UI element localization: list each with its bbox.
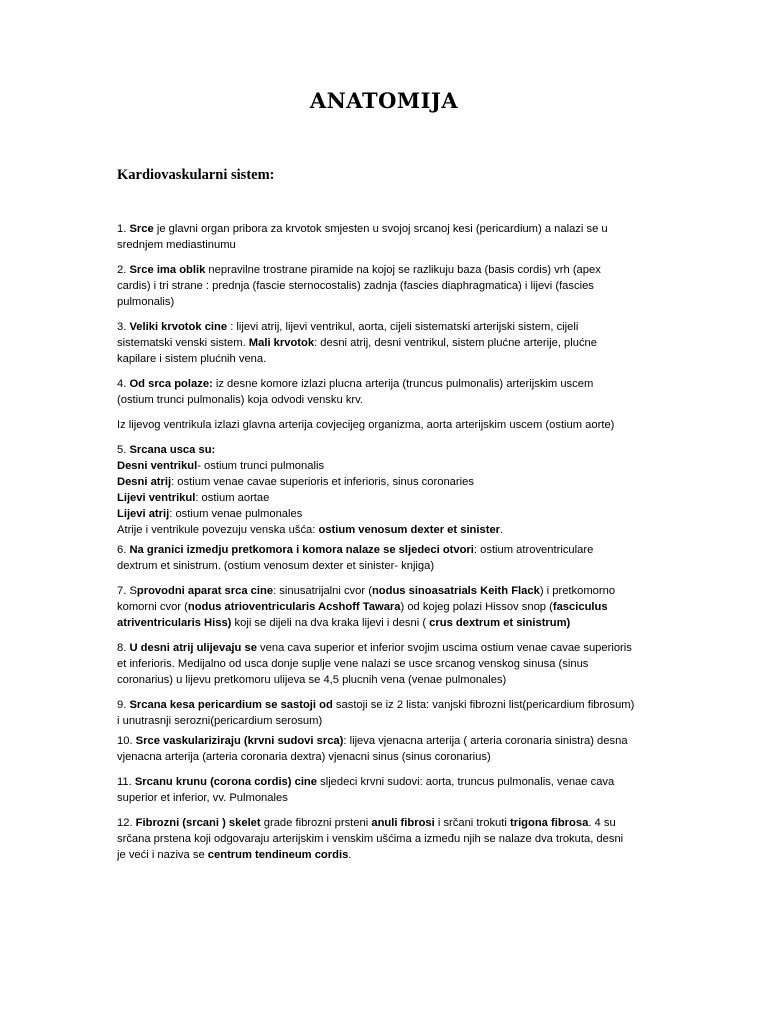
text-line: [117, 417, 657, 433]
bold-text: nodus sinoasatrials Keith Flack: [371, 585, 540, 597]
section-heading: Kardiovaskularni sistem:: [117, 167, 275, 183]
text-run: : ostium venae cavae superioris et inferioris, sinus coronaries: [171, 476, 474, 488]
bold-text: Veliki krvotok cine: [129, 321, 228, 333]
text-run: Atrije i ventrikule povezuju venska ušća:: [117, 524, 319, 536]
text-line: [117, 335, 657, 351]
text-run: vjenacna arterija (arteria coronaria dextra) vjenacni sinus (sinus coronarius): [117, 751, 491, 763]
text-run: - ostium trunci pulmonalis: [197, 460, 325, 472]
text-run: .: [500, 524, 504, 536]
text-run: : lijevi atrij, lijevi ventrikul, aorta, cijeli sistematski arterijski sistem, cijeli: [227, 321, 579, 333]
page-title: ANATOMIJA: [309, 88, 459, 113]
bold-text: Fibrozni (srcani ) skelet: [135, 817, 261, 829]
text-line: [117, 351, 657, 367]
text-run: grade fibrozni prsteni: [260, 817, 372, 829]
bold-text: Na granici izmedju pretkomora i komora nalaze se sljedeci otvori: [129, 544, 474, 556]
text-run: 3.: [117, 321, 130, 333]
text-run: koji se dijeli na dva kraka lijevi i desni (: [231, 617, 430, 629]
text-run: i unutrasnji serozni(pericardium serosum): [117, 715, 323, 727]
text-line: [117, 790, 657, 806]
text-run: 4.: [117, 378, 130, 390]
text-run: 1.: [117, 223, 130, 235]
bold-text: fasciculus: [552, 601, 608, 613]
paragraph: [117, 262, 657, 310]
text-line: [117, 319, 657, 335]
text-line: [117, 376, 657, 392]
text-line: [117, 640, 657, 656]
text-run: iz desne komore izlazi plucna arterija (truncus pulmonalis) arterijskim uscem: [212, 378, 594, 390]
text-run: dextrum et sinistrum. (ostium venosum dexter et sinister- knjiga): [117, 560, 435, 572]
text-line: [117, 713, 657, 729]
bold-text: Lijevi atrij: [117, 508, 170, 520]
text-run: 10.: [117, 735, 136, 747]
text-run: vena cava superior et inferior svojim uscima ostium venae cavae superioris: [256, 642, 632, 654]
text-run: .: [348, 849, 352, 861]
bold-text: Srcanu krunu (corona cordis) cine: [134, 776, 317, 788]
text-run: 7. S: [117, 585, 137, 597]
bold-text: Srcana usca su:: [129, 444, 216, 456]
text-run: 12.: [117, 817, 136, 829]
text-run: 9.: [117, 699, 130, 711]
bold-text: ostium venosum dexter et sinister: [318, 524, 501, 536]
paragraph: [117, 376, 657, 408]
text-line: [117, 733, 657, 749]
text-run: nepravilne trostrane piramide na kojoj se razlikuju baza (basis cordis) vrh (apex: [205, 264, 601, 276]
text-run: komorni cvor (: [117, 601, 188, 613]
paragraph: [117, 733, 657, 765]
text-line: [117, 522, 657, 538]
bold-text: Mali krvotok: [248, 337, 315, 349]
text-line: [117, 815, 657, 831]
text-line: [117, 697, 657, 713]
text-line: [117, 831, 657, 847]
text-run: : ostium aortae: [195, 492, 270, 504]
text-run: pulmonalis): [117, 296, 175, 308]
text-run: je veći i naziva se: [117, 849, 208, 861]
text-run: srčana prstena koji odgovaraju arterijskim i venskim ušćima a između njih se nalaze dva trokuta, desni: [117, 833, 624, 845]
text-run: cardis) i tri strane : prednja (fascie sternocostalis) zadnja (fascies diaphragmatica) i lijevi (fascies: [117, 280, 594, 292]
bold-text: Srce: [129, 223, 154, 235]
paragraph: [117, 774, 657, 806]
bold-text: Od srca polaze:: [129, 378, 213, 390]
bold-text: nodus atrioventricularis Acshoff Tawara: [187, 601, 401, 613]
text-line: [117, 442, 657, 458]
bold-text: Lijevi ventrikul: [117, 492, 196, 504]
text-line: [117, 221, 657, 237]
text-line: [117, 558, 657, 574]
bold-text: Srce ima oblik: [129, 264, 206, 276]
bold-text: centrum tendineum cordis: [207, 849, 349, 861]
text-run: coronarius) u lijevu pretkomoru ulijeva se 4,5 plucnih vena (venae pulmonales): [117, 674, 507, 686]
text-run: srednjem mediastinumu: [117, 239, 236, 251]
text-run: : sinusatrijalni cvor (: [273, 585, 372, 597]
text-line: [117, 490, 657, 506]
text-run: (ostium trunci pulmonalis) koja odvodi vensku krv.: [117, 394, 364, 406]
text-run: et inferioris. Medijalno od usca donje suplje vene nalazi se usce srcanog venskog sinusa (sinus: [117, 658, 589, 670]
text-run: 6.: [117, 544, 130, 556]
paragraph: [117, 542, 657, 574]
text-run: : ostium venae pulmonales: [169, 508, 303, 520]
text-line: [117, 262, 657, 278]
text-line: [117, 656, 657, 672]
text-run: : lijeva vjenacna arterija ( arteria coronaria sinistra) desna: [343, 735, 628, 747]
text-run: ) od kojeg polazi Hissov snop (: [400, 601, 553, 613]
bold-text: Desni ventrikul: [117, 460, 198, 472]
text-line: [117, 599, 657, 615]
text-line: [117, 474, 657, 490]
paragraph: [117, 221, 657, 253]
text-run: 2.: [117, 264, 130, 276]
text-line: [117, 278, 657, 294]
text-run: Iz lijevog ventrikula izlazi glavna arterija covjecijeg organizma, aorta arterijskim uscem (ostium aorte): [117, 419, 615, 431]
paragraph: [117, 417, 657, 433]
text-line: [117, 542, 657, 558]
text-line: [117, 774, 657, 790]
text-run: : ostium atroventriculare: [473, 544, 594, 556]
text-line: [117, 458, 657, 474]
paragraph: [117, 815, 657, 863]
paragraph: [117, 442, 657, 538]
text-line: [117, 583, 657, 599]
bold-text: Desni atrij: [117, 476, 172, 488]
text-run: 5.: [117, 444, 130, 456]
text-run: superior et inferior, vv. Pulmonales: [117, 792, 288, 804]
bold-text: Srcana kesa pericardium se sastoji od: [129, 699, 333, 711]
paragraph: [117, 319, 657, 367]
text-run: ) i pretkomorno: [539, 585, 616, 597]
text-run: 11.: [117, 776, 135, 788]
bold-text: Srce vaskulariziraju (krvni sudovi srca): [135, 735, 344, 747]
bold-text: crus dextrum et sinistrum): [429, 617, 571, 629]
text-run: sljedeci krvni sudovi: aorta, truncus pulmonalis, venae cava: [317, 776, 615, 788]
document-body: [117, 221, 657, 872]
text-run: . 4 su: [588, 817, 616, 829]
text-line: [117, 672, 657, 688]
paragraph: [117, 583, 657, 631]
bold-text: atriventricularis Hiss): [117, 617, 232, 629]
paragraph: [117, 640, 657, 688]
text-run: je glavni organ pribora za krvotok smjesten u svojoj srcanoj kesi (pericardium) a nalazi se u: [153, 223, 608, 235]
bold-text: anuli fibrosi: [371, 817, 435, 829]
bold-text: U desni atrij ulijevaju se: [129, 642, 257, 654]
text-run: i srčani trokuti: [434, 817, 510, 829]
text-line: [117, 847, 657, 863]
text-line: [117, 294, 657, 310]
paragraph: [117, 697, 657, 729]
text-run: : desni atrij, desni ventrikul, sistem plućne arterije, plućne: [314, 337, 598, 349]
text-line: [117, 237, 657, 253]
text-line: [117, 506, 657, 522]
text-line: [117, 615, 657, 631]
text-line: [117, 392, 657, 408]
text-run: sastoji se iz 2 lista: vanjski fibrozni list(pericardium fibrosum): [332, 699, 635, 711]
bold-text: trigona fibrosa: [509, 817, 589, 829]
bold-text: provodni aparat srca cine: [136, 585, 274, 597]
text-line: [117, 749, 657, 765]
text-run: 8.: [117, 642, 130, 654]
text-run: sistematski venski sistem.: [117, 337, 249, 349]
text-run: kapilare i sistem plućnih vena.: [117, 353, 267, 365]
